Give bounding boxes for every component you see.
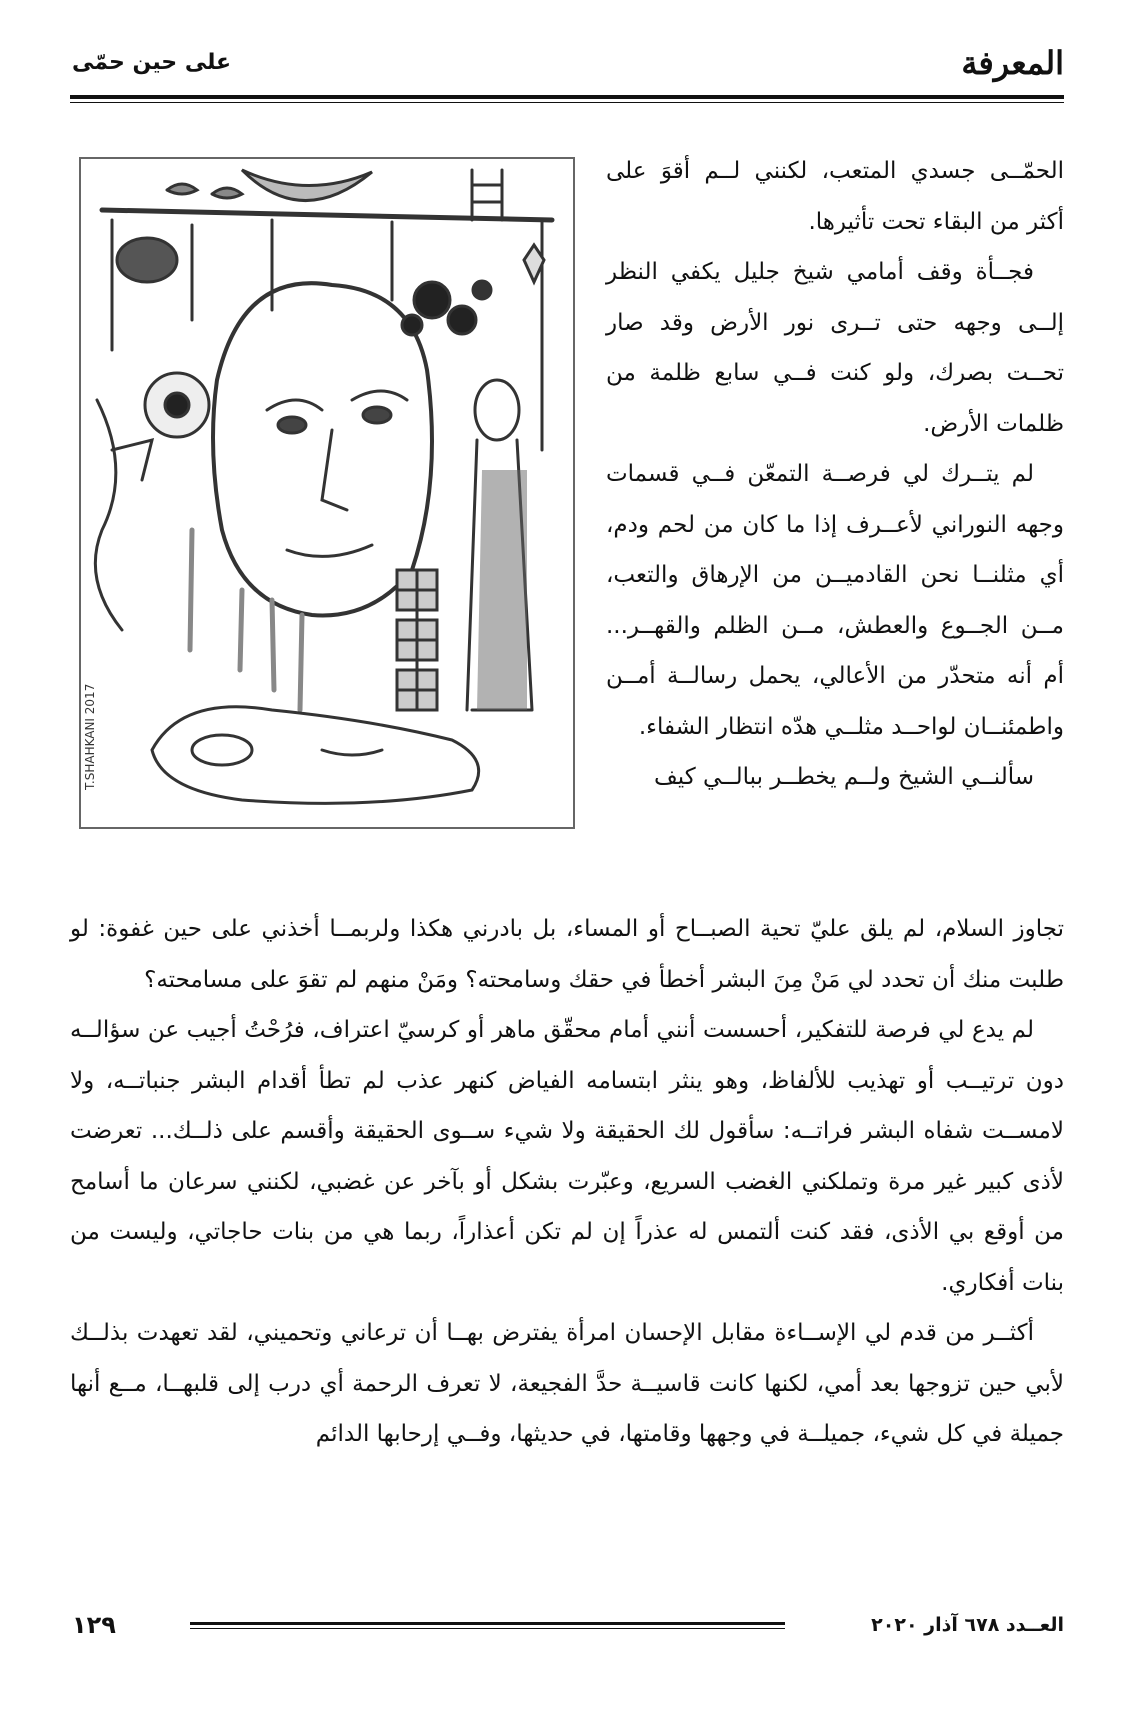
footer-rule-thin	[190, 1628, 785, 1629]
paragraph: أكثــر من قدم لي الإســاءة مقابل الإحسان امرأة يفترض بهــا أن ترعاني وتحميني، لقد تعهدت بذلــك لأبي حين تزوجها بعد أمي، لكنها كانت قاسيــة حدَّ الفجيعة، لا تعرف الرحمة أي درب إلى قلبهــا، مــع أنها جميلة في كل شيء، جميلــة في وجهها وقامتها، في حديثها، وفــي إرحابها الدائم	[70, 1320, 1064, 1447]
artwork-signature: T.SHAHKANI 2017	[83, 683, 97, 790]
running-title: على حين حمّى	[72, 50, 232, 75]
artwork-illustration	[72, 150, 582, 836]
footer-rule	[190, 1622, 785, 1625]
paragraph: الحمّــى جسدي المتعب، لكنني لــم أقوَ على أكثر من البقاء تحت تأثيرها.	[606, 158, 1064, 235]
header-rule	[70, 95, 1064, 99]
column-text	[606, 146, 1064, 803]
paragraph: فجــأة وقف أمامي شيخ جليل يكفي النظر إلــى وجهه حتى تــرى نور الأرض وقد صار تحــت بصرك، ولو كنت فــي سابع ظلمة من ظلمات الأرض.	[606, 259, 1064, 437]
paragraph: تجاوز السلام، لم يلق عليّ تحية الصبــاح أو المساء، بل بادرني هكذا ولربمــا أخذني على حين غفوة: لو طلبت منك أن تحدد لي مَنْ مِنَ البشر أخطأ في حقك وسامحته؟ ومَنْ منهم لم تقوَ على مسامحته؟	[70, 916, 1064, 993]
paragraph: لم يتــرك لي فرصــة التمعّن فــي قسمات وجهه النوراني لأعــرف إذا ما كان من لحم ودم، أي مثلنــا نحن القادميــن من الإرهاق والتعب، مــن الجــوع والعطش، مــن الظلم والقهــر... أم أنه متحدّر من الأعالي، يحمل رسالــة أمــن واطمئنــان لواحــد مثلــي هدّه انتظار الشفاء.	[606, 461, 1064, 740]
full-width-text	[70, 904, 1064, 1460]
magazine-logo: المعرفة	[961, 44, 1064, 82]
issue-info: العــدد ٦٧٨ آذار ٢٠٢٠	[871, 1614, 1064, 1636]
paragraph: لم يدع لي فرصة للتفكير، أحسست أنني أمام محقّق ماهر أو كرسيّ اعتراف، فرُحْتُ أجيب عن سؤالــه دون ترتيــب أو تهذيب للألفاظ، وهو ينثر ابتسامه الفياض كنهر عذب لم تطأ أقدام البشر جنباتــه، ولا لامســت شفاه البشر فراتــه: سأقول لك الحقيقة ولا شيء ســوى الحقيقة وأقسم على ذلــك... تعرضت لأذى كبير غير مرة وتملكني الغضب السريع، وعبّرت بشكل أو بآخر عن غضبي، لكنني سرعان ما أسامح من أوقع بي الأذى، فقد كنت ألتمس له عذراً إن لم تكن أعذاراً، ربما هي من بنات حاجاتي، وليست من بنات أفكاري.	[70, 1017, 1064, 1296]
header-rule-thin	[70, 102, 1064, 103]
paragraph: سألنــي الشيخ ولــم يخطــر ببالــي كيف	[653, 764, 1034, 790]
page-number: ١٢٩	[72, 1611, 116, 1639]
